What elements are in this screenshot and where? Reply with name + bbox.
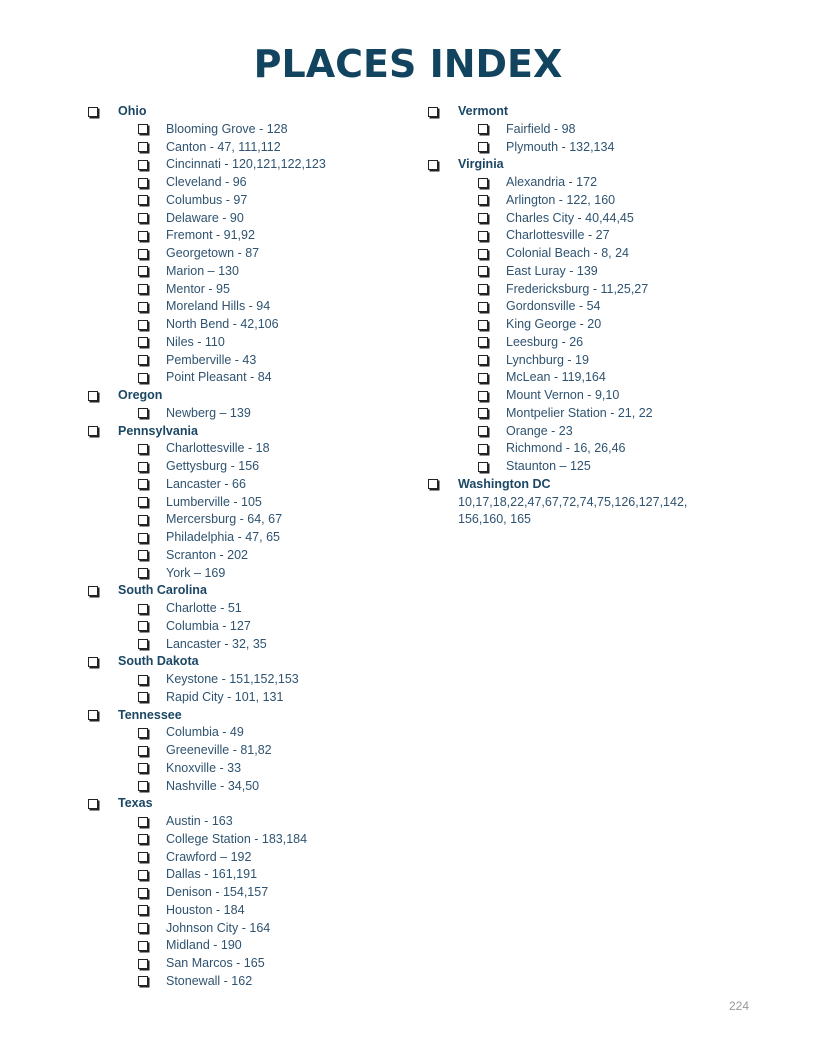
checkbox-icon[interactable] (138, 266, 148, 276)
checkbox-icon[interactable] (138, 781, 148, 791)
checkbox-icon[interactable] (138, 444, 148, 454)
checkbox-icon[interactable] (138, 497, 148, 507)
list-item (88, 121, 408, 139)
state-texas (88, 795, 408, 813)
checkbox-icon[interactable] (478, 284, 488, 294)
page-number: 224 (729, 999, 750, 1013)
checkbox-icon[interactable] (138, 959, 148, 969)
state-label: Tennessee (118, 707, 182, 722)
place-label: Philadelphia - 47, 65 (166, 530, 280, 544)
checkbox-icon[interactable] (138, 976, 148, 986)
checkbox-icon[interactable] (138, 124, 148, 134)
place-label: Pemberville - 43 (166, 352, 257, 367)
checkbox-icon[interactable] (88, 391, 98, 401)
place-label: Cleveland - 96 (166, 175, 247, 189)
place-label: Rapid City - 101, 131 (166, 689, 284, 704)
checkbox-icon[interactable] (478, 444, 488, 454)
list-item (428, 281, 748, 299)
place-label: Denison - 154,157 (166, 885, 269, 899)
state-label: Ohio (118, 104, 147, 118)
list-item (88, 920, 408, 938)
place-label: Niles - 110 (166, 334, 225, 349)
place-label: Point Pleasant - 84 (166, 370, 272, 385)
list-item (88, 156, 408, 174)
place-label: King George - 20 (506, 317, 602, 331)
checkbox-icon[interactable] (478, 337, 488, 347)
checkbox-icon[interactable] (138, 231, 148, 241)
place-label: Columbus - 97 (166, 192, 248, 207)
place-label: McLean - 119,164 (506, 370, 606, 385)
list-item (88, 831, 408, 849)
list-item (428, 423, 748, 441)
list-item (428, 334, 748, 352)
list-item (428, 405, 748, 423)
state-label: South Carolina (118, 583, 207, 598)
list-item (428, 192, 748, 210)
list-item (88, 636, 408, 654)
checkbox-icon[interactable] (138, 568, 148, 578)
checkbox-icon[interactable] (478, 195, 488, 205)
checkbox-icon[interactable] (138, 852, 148, 862)
checkbox-icon[interactable] (138, 870, 148, 880)
list-item (88, 671, 408, 689)
list-item (88, 973, 408, 991)
place-label: Blooming Grove - 128 (166, 121, 288, 136)
place-label: Charlottesville - 27 (506, 228, 610, 243)
list-item (88, 245, 408, 263)
list-item (428, 227, 748, 245)
checkbox-icon[interactable] (138, 284, 148, 294)
list-item (88, 565, 408, 583)
checkbox-icon[interactable] (478, 462, 488, 472)
state-vermont (428, 103, 748, 121)
checkbox-icon[interactable] (88, 799, 98, 809)
place-label: Mount Vernon - 9,10 (506, 388, 620, 402)
checkbox-icon[interactable] (138, 923, 148, 933)
place-label: Dallas - 161,191 (166, 867, 258, 882)
checkbox-icon[interactable] (138, 888, 148, 898)
checkbox-icon[interactable] (478, 142, 488, 152)
list-item (428, 174, 748, 192)
place-label: College Station - 183,184 (166, 831, 308, 846)
place-label: Lumberville - 105 (166, 494, 262, 509)
place-label: Charlotte - 51 (166, 601, 242, 615)
checkbox-icon[interactable] (138, 479, 148, 489)
state-label: Oregon (118, 388, 163, 402)
state-pennsylvania (88, 423, 408, 441)
checkbox-icon[interactable] (478, 231, 488, 241)
checkbox-icon[interactable] (478, 355, 488, 365)
place-label: East Luray - 139 (506, 263, 598, 278)
list-item (88, 476, 408, 494)
state-tennessee (88, 707, 408, 725)
place-label: Lynchburg - 19 (506, 352, 589, 367)
place-label: Delaware - 90 (166, 210, 244, 225)
place-label: Fairfield - 98 (506, 121, 576, 136)
list-item (88, 689, 408, 707)
checkbox-icon[interactable] (88, 107, 98, 117)
place-label: Georgetown - 87 (166, 246, 260, 260)
list-item (88, 298, 408, 316)
place-label: Johnson City - 164 (166, 920, 271, 935)
list-item (88, 334, 408, 352)
place-label: Knoxville - 33 (166, 760, 242, 775)
checkbox-icon[interactable] (138, 302, 148, 312)
checkbox-icon[interactable] (478, 408, 488, 418)
place-label: Columbia - 49 (166, 725, 244, 740)
place-label: Greeneville - 81,82 (166, 743, 272, 757)
list-item (88, 494, 408, 512)
list-item (88, 760, 408, 778)
checkbox-icon[interactable] (138, 373, 148, 383)
list-item (428, 369, 748, 387)
place-label: Midland - 190 (166, 938, 242, 953)
place-label: Alexandria - 172 (506, 175, 598, 189)
place-label: Fredericksburg - 11,25,27 (506, 281, 649, 296)
place-label: Scranton - 202 (166, 547, 248, 562)
place-label: Mentor - 95 (166, 281, 230, 296)
state-label: Pennsylvania (118, 423, 198, 438)
place-label: Montpelier Station - 21, 22 (506, 405, 653, 420)
place-label: Staunton – 125 (506, 459, 591, 473)
checkbox-icon[interactable] (428, 479, 438, 489)
list-item (88, 511, 408, 529)
checkbox-icon[interactable] (138, 515, 148, 525)
list-item (88, 440, 408, 458)
checkbox-icon[interactable] (138, 834, 148, 844)
list-item (88, 600, 408, 618)
list-item (428, 263, 748, 281)
checkbox-icon[interactable] (478, 124, 488, 134)
place-label: Colonial Beach - 8, 24 (506, 246, 629, 260)
checkbox-icon[interactable] (138, 621, 148, 631)
checkbox-icon[interactable] (428, 160, 438, 170)
place-label: Gettysburg - 156 (166, 459, 260, 473)
place-label: Marion – 130 (166, 263, 239, 278)
checkbox-icon[interactable] (138, 320, 148, 330)
list-item (428, 245, 748, 263)
list-item (88, 369, 408, 387)
checkbox-icon[interactable] (138, 692, 148, 702)
checkbox-icon[interactable] (138, 746, 148, 756)
checkbox-icon[interactable] (88, 586, 98, 596)
list-item (428, 440, 748, 458)
checkbox-icon[interactable] (138, 905, 148, 915)
checkbox-icon[interactable] (428, 107, 438, 117)
list-item (88, 813, 408, 831)
list-item (88, 849, 408, 867)
place-label: Charles City - 40,44,45 (506, 210, 634, 225)
checkbox-icon[interactable] (138, 675, 148, 685)
list-item (88, 192, 408, 210)
checkbox-icon[interactable] (138, 337, 148, 347)
list-item (88, 458, 408, 476)
checkbox-icon[interactable] (138, 249, 148, 259)
checkbox-icon[interactable] (478, 302, 488, 312)
list-item (88, 316, 408, 334)
right-column (428, 103, 748, 529)
checkbox-icon[interactable] (478, 266, 488, 276)
checkbox-icon[interactable] (138, 763, 148, 773)
list-item (428, 387, 748, 405)
place-label: Lancaster - 66 (166, 476, 246, 491)
checkbox-icon[interactable] (478, 391, 488, 401)
checkbox-icon[interactable] (138, 550, 148, 560)
checkbox-icon[interactable] (138, 213, 148, 223)
place-label: Moreland Hills - 94 (166, 299, 271, 314)
list-item (88, 210, 408, 228)
state-virginia (428, 156, 748, 174)
checkbox-icon[interactable] (138, 639, 148, 649)
checkbox-icon[interactable] (138, 178, 148, 188)
state-pages-text: 10,17,18,22,47,67,72,74,75,126,127,142, 156,160, 165 (458, 494, 688, 527)
list-item (428, 210, 748, 228)
checkbox-icon[interactable] (138, 941, 148, 951)
place-label: San Marcos - 165 (166, 956, 265, 970)
checkbox-icon[interactable] (478, 213, 488, 223)
checkbox-icon[interactable] (478, 426, 488, 436)
place-label: North Bend - 42,106 (166, 317, 279, 331)
checkbox-icon[interactable] (138, 142, 148, 152)
list-item (88, 529, 408, 547)
page-title: PLACES INDEX (253, 42, 563, 86)
checkbox-icon[interactable] (478, 178, 488, 188)
place-label: Mercersburg - 64, 67 (166, 512, 283, 527)
list-item (88, 778, 408, 796)
place-label: Columbia - 127 (166, 618, 251, 633)
place-label: Keystone - 151,152,153 (166, 672, 299, 686)
place-label: Orange - 23 (506, 423, 573, 438)
list-item (428, 298, 748, 316)
checkbox-icon[interactable] (138, 355, 148, 365)
place-label: Houston - 184 (166, 902, 245, 917)
checkbox-icon[interactable] (138, 195, 148, 205)
list-item (88, 263, 408, 281)
place-label: York – 169 (166, 565, 226, 580)
list-item (88, 405, 408, 423)
list-item (88, 742, 408, 760)
place-label: Lancaster - 32, 35 (166, 636, 267, 651)
place-label: Arlington - 122, 160 (506, 192, 616, 207)
checkbox-icon[interactable] (478, 249, 488, 259)
checkbox-icon[interactable] (478, 320, 488, 330)
place-label: Plymouth - 132,134 (506, 139, 615, 154)
list-item (88, 352, 408, 370)
state-south-carolina (88, 582, 408, 600)
place-label: Canton - 47, 111,112 (166, 139, 281, 154)
list-item (88, 902, 408, 920)
checkbox-icon[interactable] (138, 533, 148, 543)
list-item (88, 281, 408, 299)
list-item (88, 955, 408, 973)
checkbox-icon[interactable] (138, 160, 148, 170)
list-item (88, 724, 408, 742)
place-label: Nashville - 34,50 (166, 778, 260, 793)
list-item (428, 316, 748, 334)
list-item (88, 174, 408, 192)
list-item (428, 458, 748, 476)
list-item (88, 618, 408, 636)
checkbox-icon[interactable] (138, 817, 148, 827)
place-label: Cincinnati - 120,121,122,123 (166, 157, 326, 172)
checkbox-icon[interactable] (138, 604, 148, 614)
list-item (88, 139, 408, 157)
place-label: Charlottesville - 18 (166, 441, 270, 456)
checkbox-icon[interactable] (478, 373, 488, 383)
list-item (88, 884, 408, 902)
place-label: Leesburg - 26 (506, 334, 584, 349)
state-south-dakota (88, 653, 408, 671)
state-label: Washington DC (458, 476, 551, 491)
place-label: Richmond - 16, 26,46 (506, 441, 626, 456)
list-item (88, 937, 408, 955)
place-label: Crawford – 192 (166, 849, 252, 864)
place-label: Gordonsville - 54 (506, 299, 601, 314)
checkbox-icon[interactable] (88, 710, 98, 720)
state-washington-dc (428, 476, 748, 494)
list-item (88, 547, 408, 565)
place-label: Newberg – 139 (166, 405, 251, 420)
checkbox-icon[interactable] (88, 657, 98, 667)
checkbox-icon[interactable] (138, 408, 148, 418)
list-item (428, 139, 748, 157)
state-label: Virginia (458, 157, 504, 172)
checkbox-icon[interactable] (138, 728, 148, 738)
state-label: Texas (118, 796, 153, 811)
list-item (88, 227, 408, 245)
list-item (88, 866, 408, 884)
checkbox-icon[interactable] (138, 462, 148, 472)
place-label: Austin - 163 (166, 814, 233, 828)
state-label: Vermont (458, 104, 509, 118)
checkbox-icon[interactable] (88, 426, 98, 436)
state-label: South Dakota (118, 654, 199, 669)
place-label: Fremont - 91,92 (166, 228, 255, 243)
list-item (428, 121, 748, 139)
state-oregon (88, 387, 408, 405)
state-ohio (88, 103, 408, 121)
left-column (88, 103, 408, 991)
list-item (428, 352, 748, 370)
place-label: Stonewall - 162 (166, 973, 253, 988)
